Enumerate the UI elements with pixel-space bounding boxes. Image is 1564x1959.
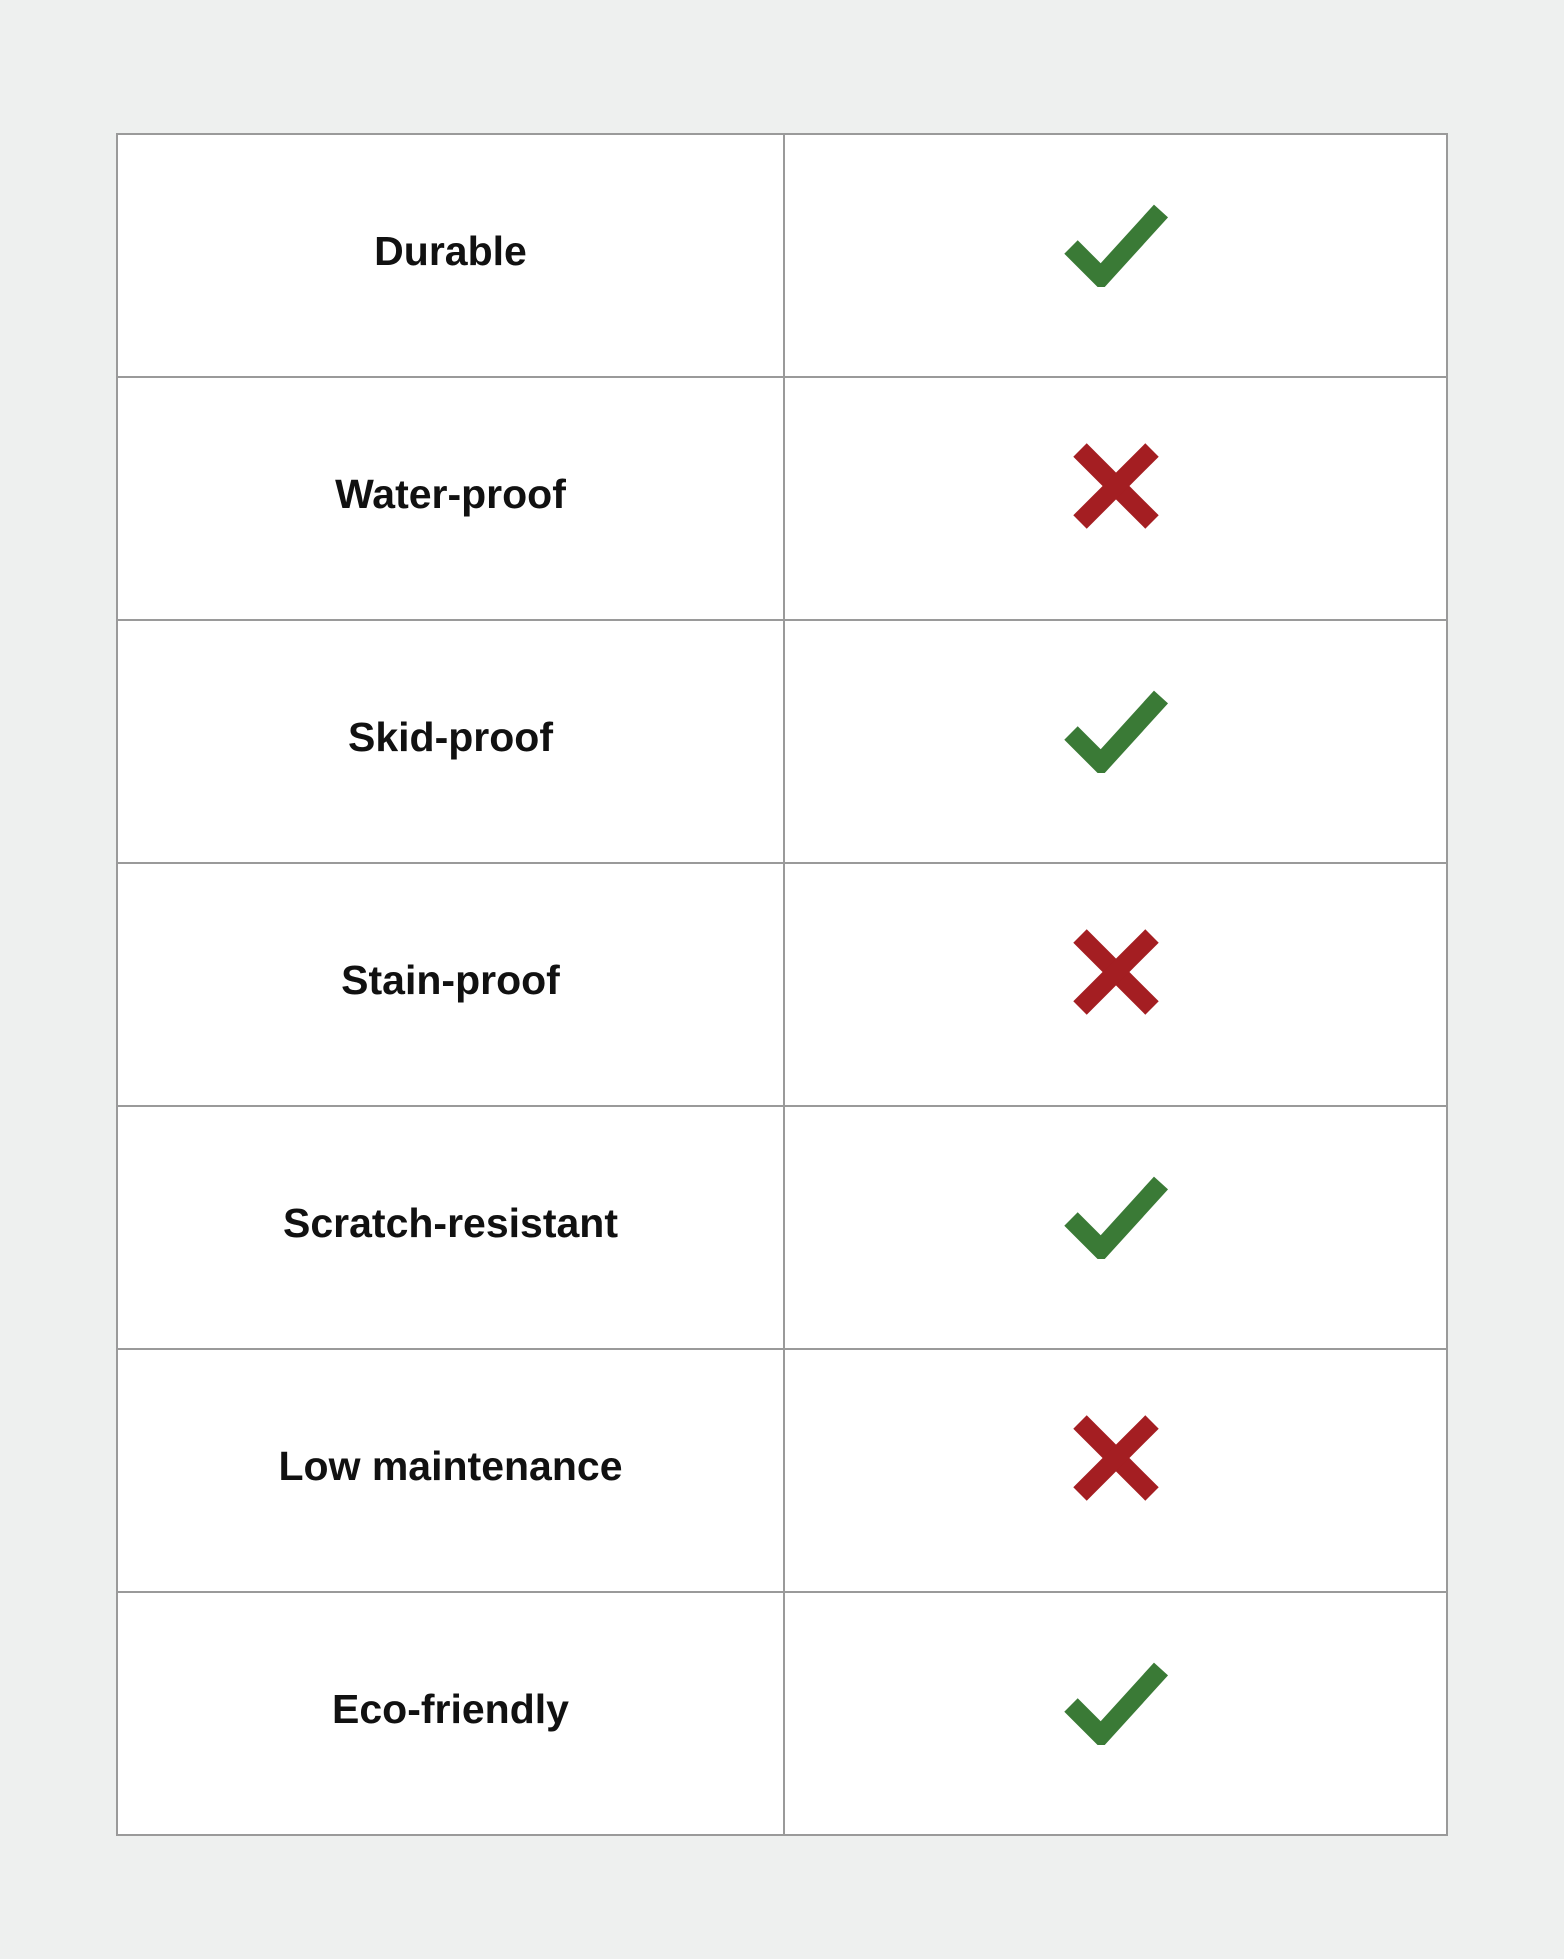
- table-row: [117, 134, 1447, 377]
- feature-label-cell: [117, 1592, 784, 1835]
- feature-status-cell: [784, 134, 1447, 377]
- feature-label-cell: [117, 134, 784, 377]
- table-row: [117, 1349, 1447, 1592]
- feature-status-cell: [784, 863, 1447, 1106]
- table-row: [117, 620, 1447, 863]
- feature-label-cell: [117, 377, 784, 620]
- feature-label-cell: [117, 1106, 784, 1349]
- table-row: [117, 1106, 1447, 1349]
- cross-icon: [1068, 924, 1164, 1020]
- check-icon: [1063, 1171, 1169, 1259]
- table-row: [117, 863, 1447, 1106]
- feature-status-cell: [784, 1106, 1447, 1349]
- cross-icon: [1068, 438, 1164, 534]
- feature-label: Scratch-resistant: [283, 1200, 618, 1246]
- feature-comparison-table: [116, 133, 1448, 1836]
- feature-label: Water-proof: [335, 471, 566, 517]
- feature-label: Eco-friendly: [332, 1686, 569, 1732]
- feature-label: Skid-proof: [348, 714, 553, 760]
- feature-status-cell: [784, 377, 1447, 620]
- feature-label: Low maintenance: [278, 1443, 623, 1489]
- feature-label: Durable: [374, 228, 527, 274]
- feature-label-cell: [117, 863, 784, 1106]
- feature-status-cell: [784, 1349, 1447, 1592]
- check-icon: [1063, 1657, 1169, 1745]
- feature-status-cell: [784, 620, 1447, 863]
- check-icon: [1063, 685, 1169, 773]
- table-row: [117, 377, 1447, 620]
- feature-label-cell: [117, 620, 784, 863]
- check-icon: [1063, 199, 1169, 287]
- table-row: [117, 1592, 1447, 1835]
- cross-icon: [1068, 1410, 1164, 1506]
- feature-status-cell: [784, 1592, 1447, 1835]
- table-body: [117, 134, 1447, 1835]
- feature-label: Stain-proof: [341, 957, 560, 1003]
- feature-label-cell: [117, 1349, 784, 1592]
